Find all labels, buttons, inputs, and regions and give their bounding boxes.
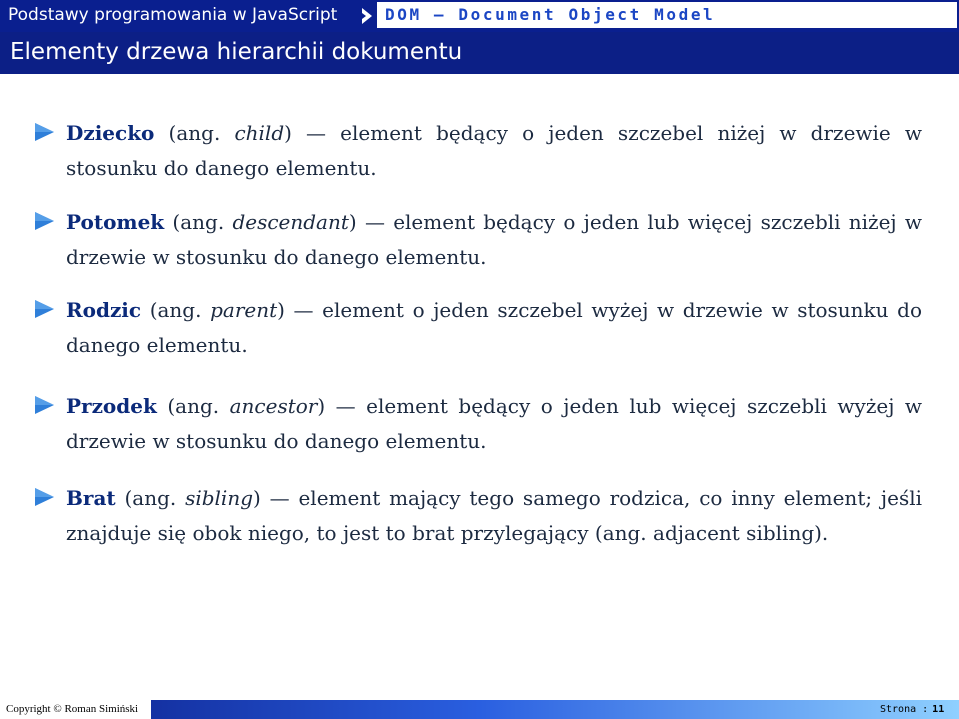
- arrow-right-icon: [35, 395, 55, 415]
- term-definition: ) — element będący o jeden szczebel niżej w drzewie w stosunku do danego elementu.: [66, 121, 923, 180]
- top-bar: [0, 0, 959, 32]
- page-number: 11: [932, 704, 945, 715]
- term-definition: ) — element będący o jeden lub więcej szczebli wyżej w drzewie w stosunku do danego elementu.: [66, 394, 923, 453]
- term-label: Potomek: [66, 210, 165, 234]
- definition-text: [66, 389, 922, 459]
- footer-bar: [0, 700, 959, 719]
- definition-text: [66, 481, 922, 551]
- english-term: descendant: [232, 210, 349, 234]
- term-prefix: (ang.: [168, 121, 235, 145]
- term-definition: ) — element o jeden szczebel wyżej w drzewie w stosunku do danego elementu.: [66, 298, 923, 357]
- english-term: parent: [210, 298, 278, 322]
- term-label: Przodek: [66, 394, 157, 418]
- section-title: DOM — Document Object Model: [377, 2, 957, 28]
- chevron-right-icon: [359, 7, 375, 25]
- slide-title: Elementy drzewa hierarchii dokumentu: [10, 39, 463, 65]
- term-prefix: (ang.: [167, 394, 230, 418]
- page-indicator: [880, 700, 944, 719]
- term-label: Dziecko: [66, 121, 155, 145]
- term-definition: ) — element będący o jeden lub więcej szczebli niżej w drzewie w stosunku do danego elementu.: [66, 210, 922, 269]
- title-bar: [0, 32, 959, 74]
- arrow-right-icon: [35, 487, 55, 507]
- definition-text: [66, 116, 922, 186]
- page-label: Strona :: [880, 704, 929, 715]
- term-prefix: (ang.: [149, 298, 211, 322]
- course-title: Podstawy programowania w JavaScript: [8, 5, 338, 25]
- definition-text: [66, 205, 922, 275]
- english-term: child: [234, 121, 285, 145]
- term-prefix: (ang.: [124, 486, 186, 510]
- english-term: sibling: [185, 486, 254, 510]
- definition-list: [0, 74, 959, 694]
- arrow-right-icon: [35, 211, 55, 231]
- term-label: Rodzic: [66, 298, 142, 322]
- copyright-text: Copyright © Roman Simiński: [0, 700, 151, 719]
- term-definition: ) — element mający tego samego rodzica, co inny element; jeśli znajduje się obok niego, to jest to brat przylegający (ang. adjacent sibling).: [66, 486, 923, 545]
- english-term: ancestor: [229, 394, 318, 418]
- definition-text: [66, 293, 922, 363]
- arrow-right-icon: [35, 122, 55, 142]
- term-label: Brat: [66, 486, 116, 510]
- arrow-right-icon: [35, 299, 55, 319]
- term-prefix: (ang.: [172, 210, 233, 234]
